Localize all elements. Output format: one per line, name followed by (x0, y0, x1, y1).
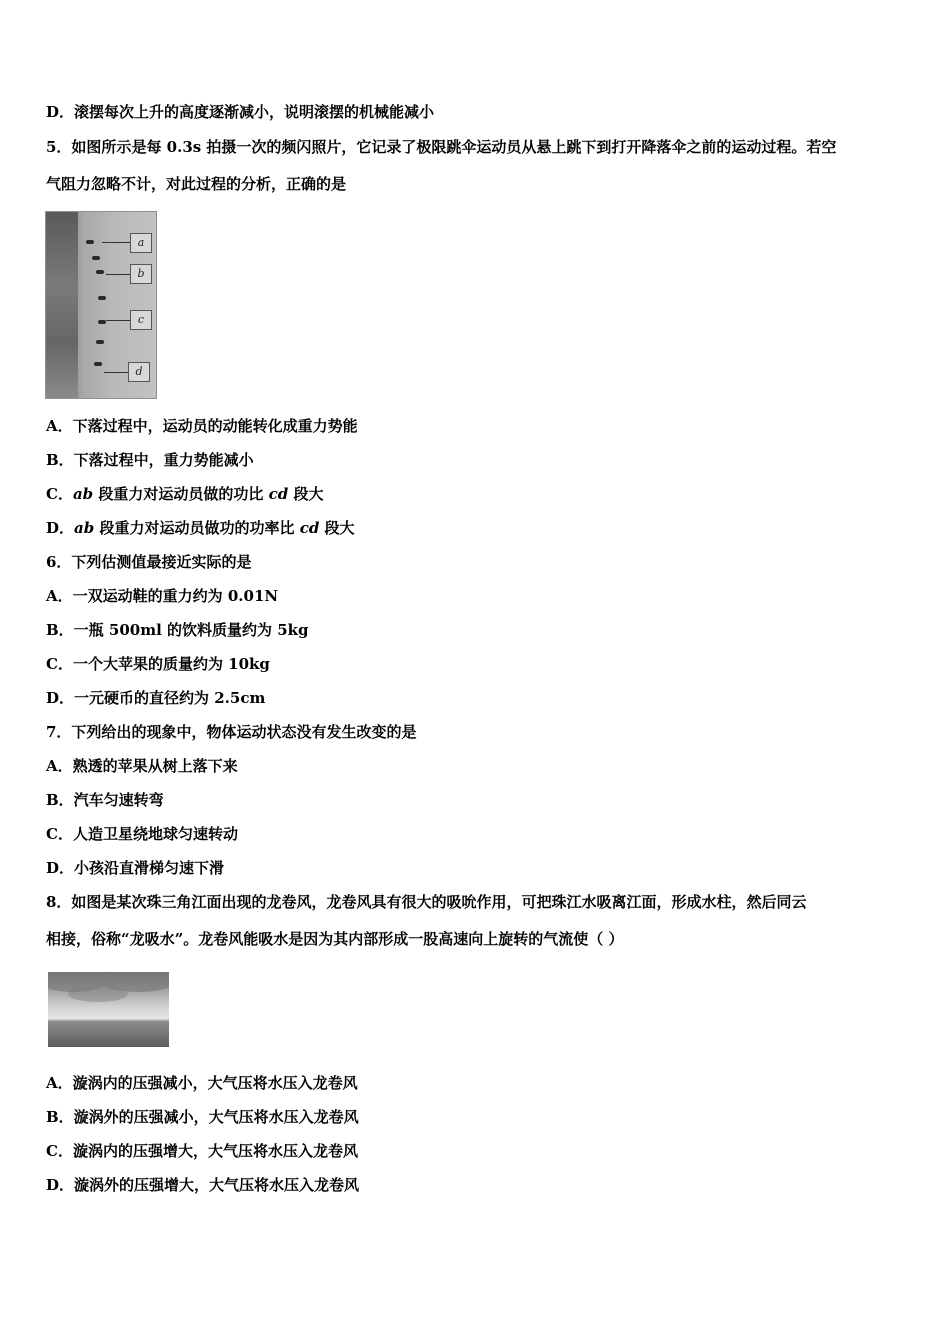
segment-ab: ab (74, 519, 95, 537)
diver-mark (98, 296, 106, 300)
q7-stem: 7．下列给出的现象中，物体运动状态没有发生改变的是 (46, 723, 417, 741)
segment-ab: ab (72, 485, 94, 503)
diver-mark (96, 340, 104, 344)
label-pointer (106, 274, 130, 275)
q5-option-a: A．下落过程中，运动员的动能转化成重力势能 (46, 417, 358, 435)
q5-option-c (46, 484, 323, 504)
figure-label-b: b (130, 264, 152, 284)
diver-mark (94, 362, 102, 366)
label-pointer (104, 372, 128, 373)
q6-stem: 6．下列估测值最接近实际的是 (46, 553, 252, 571)
q6-option-d: D．一元硬币的直径约为 2.5cm (46, 689, 266, 707)
q5-stem-line1: 5．如图所示是每 0.3s 拍摄一次的频闪照片，它记录了极限跳伞运动员从悬上跳下到打开降落伞之前的运动过程。若空 (46, 138, 837, 156)
q8-option-b: B．漩涡外的压强减小，大气压将水压入龙卷风 (46, 1108, 359, 1126)
label-pointer (102, 242, 130, 243)
q5-stem-line2: 气阻力忽略不计，对此过程的分析，正确的是 (46, 175, 347, 193)
option-prefix: C． (46, 485, 73, 503)
diver-mark (86, 240, 94, 244)
option-text: 段重力对运动员做的功比 (93, 485, 269, 503)
q6-option-c: C．一个大苹果的质量约为 10kg (46, 655, 270, 673)
option-text: 段大 (288, 485, 324, 503)
q7-option-c: C．人造卫星绕地球匀速转动 (46, 825, 238, 843)
figure-label-a: a (130, 233, 152, 253)
q5-option-b: B．下落过程中，重力势能减小 (46, 451, 254, 469)
cloud-shape (68, 986, 128, 1002)
q7-option-d: D．小孩沿直滑梯匀速下滑 (46, 859, 225, 877)
cliff-shape (46, 212, 78, 398)
diver-mark (92, 256, 100, 260)
segment-cd: cd (268, 485, 289, 503)
q6-option-a: A．一双运动鞋的重力约为 0.01N (46, 587, 279, 605)
q5-option-d (46, 518, 355, 538)
q8-stem-line1: 8．如图是某次珠三角江面出现的龙卷风，龙卷风具有很大的吸吮作用，可把珠江水吸离江面，形成水柱，然后同云 (46, 893, 807, 911)
q8-stem-line2: 相接，俗称“龙吸水”。龙卷风能吸水是因为其内部形成一股高速向上旋转的气流使（ ） (46, 930, 624, 948)
q8-option-c: C．漩涡内的压强增大，大气压将水压入龙卷风 (46, 1142, 358, 1160)
q8-option-d: D．漩涡外的压强增大，大气压将水压入龙卷风 (46, 1176, 360, 1194)
q7-option-a: A．熟透的苹果从树上落下来 (46, 757, 238, 775)
option-prefix: D． (46, 519, 75, 537)
q7-option-b: B．汽车匀速转弯 (46, 791, 164, 809)
q8-option-a: A．漩涡内的压强减小，大气压将水压入龙卷风 (46, 1074, 358, 1092)
option-text: 段重力对运动员做功的功率比 (94, 519, 300, 537)
q4-option-d: D．滚摆每次上升的高度逐渐减小，说明滚摆的机械能减小 (46, 103, 435, 121)
figure-label-c: c (130, 310, 152, 330)
option-text: 段大 (319, 519, 355, 537)
figure-label-d: d (128, 362, 150, 382)
q6-option-b: B．一瓶 500ml 的饮料质量约为 5kg (46, 621, 309, 639)
waterspout-photo (48, 972, 169, 1047)
label-pointer (106, 320, 130, 321)
skydiver-strobe-photo (45, 211, 157, 399)
diver-mark (96, 270, 104, 274)
segment-cd: cd (299, 519, 320, 537)
diver-mark (98, 320, 106, 324)
